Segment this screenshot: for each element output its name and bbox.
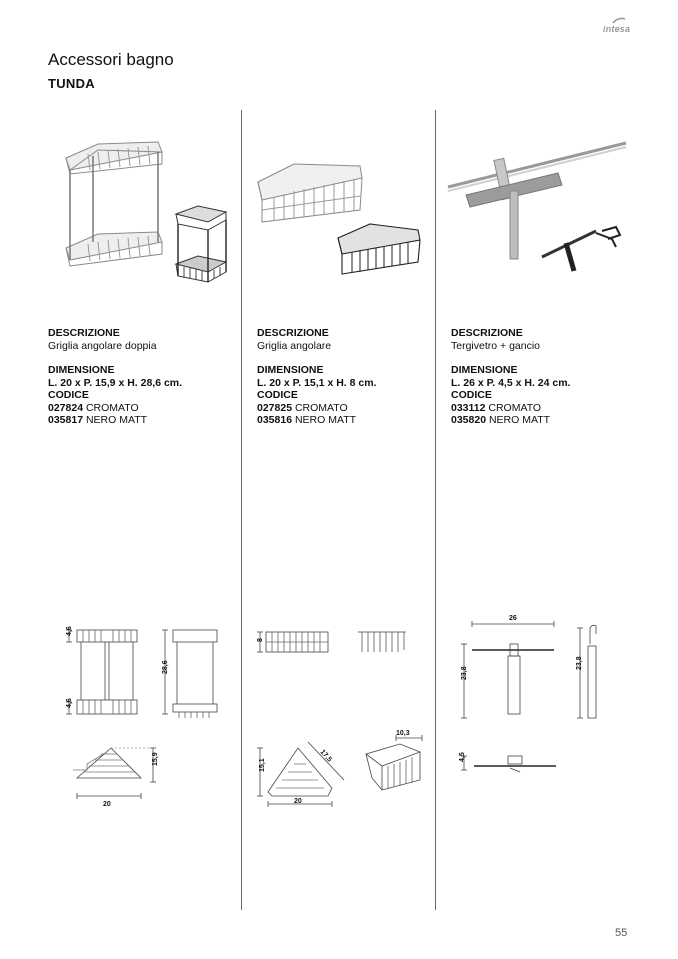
product-photo-corner-shelf — [250, 150, 430, 285]
dimensione-label: DIMENSIONE — [257, 364, 324, 376]
code-row — [257, 414, 437, 427]
technical-drawing-corner-shelf — [250, 620, 430, 810]
descrizione-value: Griglia angolare doppia — [48, 339, 157, 352]
descrizione-label: DESCRIZIONE — [451, 327, 523, 339]
dimensione-label: DIMENSIONE — [48, 364, 115, 376]
code-finish: NERO MATT — [294, 414, 357, 426]
dim-label: 26 — [509, 615, 517, 622]
code-number: 027825 — [257, 401, 293, 414]
dim-label: 4,6 — [66, 698, 73, 708]
column-divider — [435, 110, 436, 910]
code-finish: CROMATO — [488, 401, 542, 414]
code-finish: NERO MATT — [85, 414, 148, 426]
dim-label: 20 — [294, 798, 302, 805]
dim-label: 4,5 — [459, 752, 466, 762]
logo-swoosh-icon — [612, 17, 626, 24]
code-row — [48, 414, 228, 427]
descrizione-value: Tergivetro + gancio — [451, 339, 541, 352]
code-row — [451, 402, 631, 415]
brand-logo: intesa — [603, 24, 631, 34]
product-info — [451, 327, 631, 427]
dim-label: 8 — [257, 638, 264, 642]
column-divider — [241, 110, 242, 910]
dimensione-label: DIMENSIONE — [451, 364, 518, 376]
code-finish: CROMATO — [294, 401, 348, 414]
dim-label: 15,1 — [259, 758, 266, 772]
dimensione-value: L. 20 x P. 15,1 x H. 8 cm. — [257, 376, 377, 389]
descrizione-label: DESCRIZIONE — [257, 327, 329, 339]
codice-label: CODICE — [257, 389, 298, 401]
code-finish: CROMATO — [85, 401, 139, 414]
dim-label: 20 — [103, 801, 111, 808]
code-number: 035816 — [257, 414, 293, 426]
codice-label: CODICE — [48, 389, 89, 401]
descrizione-label: DESCRIZIONE — [48, 327, 120, 339]
dimensione-value: L. 20 x P. 15,9 x H. 28,6 cm. — [48, 376, 183, 389]
dimensione-value: L. 26 x P. 4,5 x H. 24 cm. — [451, 376, 571, 389]
page-subtitle: TUNDA — [48, 76, 95, 91]
dim-label: 15,9 — [152, 752, 159, 766]
technical-drawing-double-shelf — [55, 620, 235, 820]
technical-drawing-squeegee — [450, 608, 630, 788]
page-title: Accessori bagno — [48, 50, 174, 69]
product-photo-squeegee — [446, 135, 636, 280]
product-photo-double-corner-shelf — [58, 130, 238, 290]
code-row — [257, 402, 437, 415]
dim-label: 23,8 — [461, 666, 468, 680]
code-row — [48, 402, 228, 415]
page-number: 55 — [615, 927, 628, 939]
dim-label: 17,5 — [318, 748, 333, 764]
product-info — [257, 327, 437, 427]
code-number: 035817 — [48, 414, 84, 426]
product-info — [48, 327, 228, 427]
descrizione-value: Griglia angolare — [257, 339, 332, 352]
dim-label: 10,3 — [396, 730, 410, 737]
code-number: 033112 — [451, 401, 486, 414]
dim-label: 28,6 — [162, 660, 169, 674]
dim-label: 4,6 — [66, 626, 73, 636]
dim-label: 23,8 — [576, 656, 583, 670]
code-number: 027824 — [48, 401, 84, 414]
code-row — [451, 414, 631, 427]
code-finish: NERO MATT — [488, 414, 551, 426]
codice-label: CODICE — [451, 389, 492, 401]
code-number: 035820 — [451, 414, 487, 426]
